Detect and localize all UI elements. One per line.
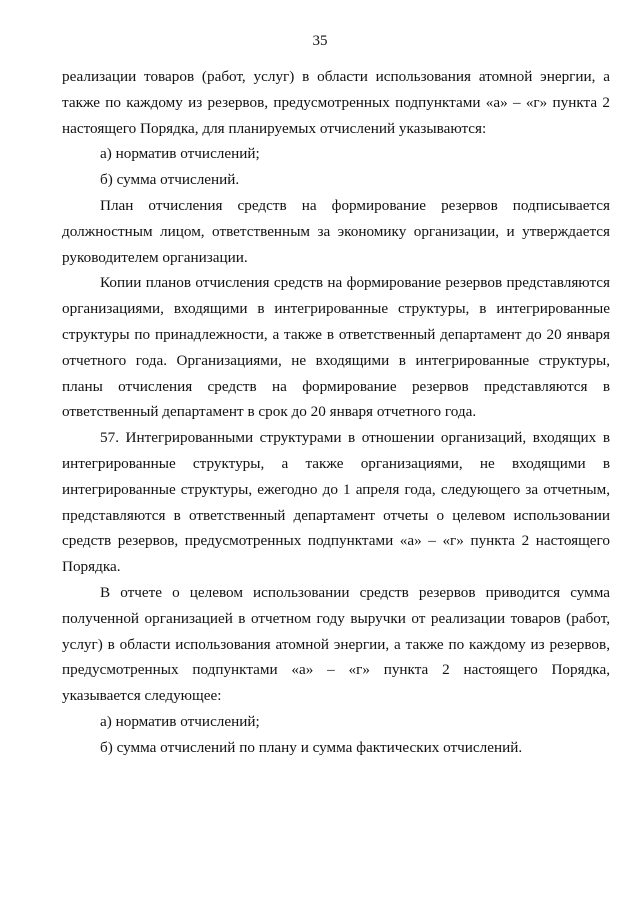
document-body [62,64,610,761]
list-item-amount-report: б) сумма отчислений по плану и сумма фактических отчислений. [100,738,523,756]
list-item-rate-report: а) норматив отчислений; [100,712,260,730]
paragraph-report-contents: В отчете о целевом использовании средств резервов приводится сумма полученной организацией в отчетном году выручки от реализации товаров (работ, услуг) в области использования атомной энергии, а также по каждому из резервов, предусмотренных подпунктами «а» – «г» пункта 2 настоящего Порядка, указывается следующее: [62,583,610,705]
list-item-amount: б) сумма отчислений. [100,171,240,189]
list-item-rate: а) норматив отчислений; [100,145,260,163]
paragraph-plan-copies: Копии планов отчисления средств на формирование резервов представляются организациями, входящими в интегрированные структуры, в интегрированные структуры по принадлежности, а также в ответственный департамент до 20 января отчетного года. Организациями, не входящими в интегрированные структуры, планы отчисления средств на формирование резервов представляются в ответственный департамент в срок до 20 января отчетного года. [62,274,610,421]
paragraph-item-57: 57. Интегрированными структурами в отношении организаций, входящих в интегрированные структуры, а также организациями, не входящими в интегрированные структуры, ежегодно до 1 апреля года, следующего за отчетным, представляются в ответственный департамент отчеты о целевом использовании средств резервов, предусмотренных подпунктами «а» – «г» пункта 2 настоящего Порядка. [62,429,610,576]
page-number: 35 [312,33,328,49]
paragraph-continuation: реализации товаров (работ, услуг) в области использования атомной энергии, а также по каждому из резервов, предусмотренных подпунктами «а» – «г» пункта 2 настоящего Порядка, для планируемых отчислений указываются: [62,68,610,137]
paragraph-plan-signing: План отчисления средств на формирование резервов подписывается должностным лицом, ответственным за экономику организации, и утверждается руководителем организации. [62,196,610,266]
